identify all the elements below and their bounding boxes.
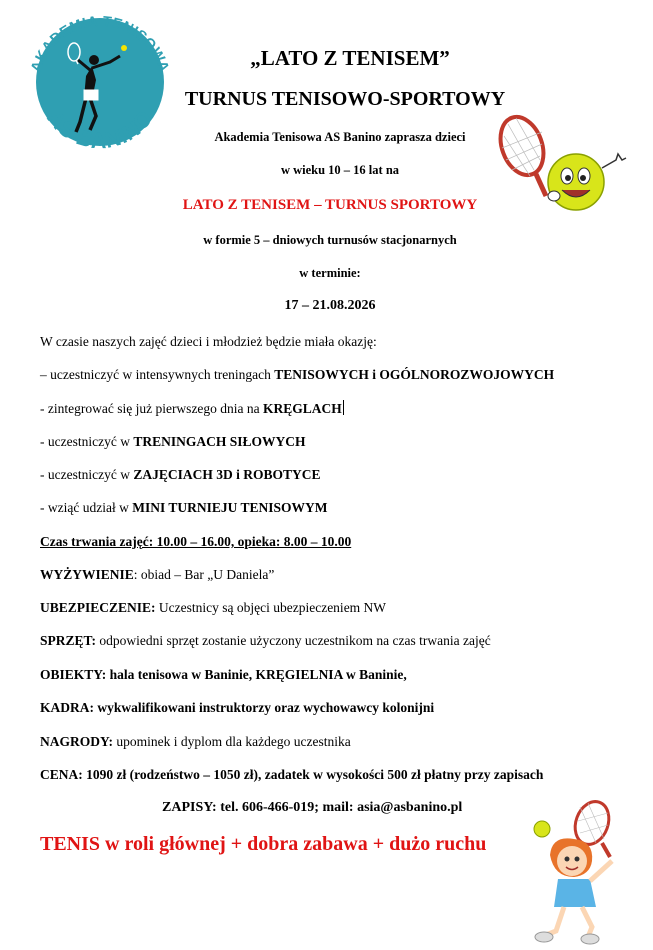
list-item: – uczestniczyć w intensywnych treningach TENISOWYCH i OGÓLNOROZWOJOWYCH (40, 367, 555, 382)
list-item: - uczestniczyć w TRENINGACH SIŁOWYCH (40, 434, 306, 449)
info-staff: KADRA: wykwalifikowani instruktorzy oraz wychowawcy kolonijni (40, 700, 435, 715)
footer-slogan: TENIS w roli głównej + dobra zabawa + dużo ruchu (40, 833, 487, 855)
info-equipment: SPRZĘT: odpowiedni sprzęt zostanie użyczony uczestnikom na czas trwania zajęć (40, 633, 491, 648)
racket-icon (494, 111, 551, 196)
dates-line: 17 – 21.08.2026 (284, 298, 376, 313)
girl-tennis-illustration (530, 795, 650, 945)
info-meals: WYŻYWIENIE: obiad – Bar „U Daniela” (40, 567, 275, 582)
format-line: w formie 5 – dniowych turnusów stacjonarnych (203, 233, 457, 247)
logo-top-text: AKADEMIA TENISOWA (28, 13, 172, 75)
info-insurance: UBEZPIECZENIE: Uczestnicy są objęci ubezpieczeniem NW (40, 600, 387, 615)
logo-bottom-text: AS BANINO (42, 105, 158, 154)
list-item: - uczestniczyć w ZAJĘCIACH 3D i ROBOTYCE (40, 467, 321, 482)
contact-line: ZAPISY: tel. 606-466-019; mail: asia@asbanino.pl (162, 800, 463, 815)
hours-line: Czas trwania zajęć: 10.00 – 16.00, opieka: 8.00 – 10.00 (40, 534, 352, 549)
invite-line: Akademia Tenisowa AS Banino zaprasza dzieci (214, 130, 466, 144)
list-item: - wziąć udział w MINI TURNIEJU TENISOWYM (40, 500, 328, 515)
girl-icon (535, 838, 612, 944)
program-line: LATO Z TENISEM – TURNUS SPORTOWY (182, 197, 478, 213)
page-title: „LATO Z TENISEM” (250, 46, 450, 70)
page-subtitle: TURNUS TENISOWO-SPORTOWY (184, 88, 506, 110)
text-cursor (343, 400, 344, 415)
term-label: w terminie: (299, 266, 361, 280)
list-item: - zintegrować się już pierwszego dnia na KRĘGLACH (40, 401, 342, 416)
info-price: CENA: 1090 zł (rodzeństwo – 1050 zł), zadatek w wysokości 500 zł płatny przy zapisach (40, 767, 544, 782)
info-prizes: NAGRODY: upominek i dyplom dla każdego uczestnika (40, 734, 351, 749)
info-facilities: OBIEKTY: hala tenisowa w Baninie, KRĘGIELNIA w Baninie, (40, 667, 407, 682)
intro-line: W czasie naszych zajęć dzieci i młodzież będzie miała okazję: (40, 334, 377, 349)
age-line: w wieku 10 – 16 lat na (280, 163, 400, 177)
